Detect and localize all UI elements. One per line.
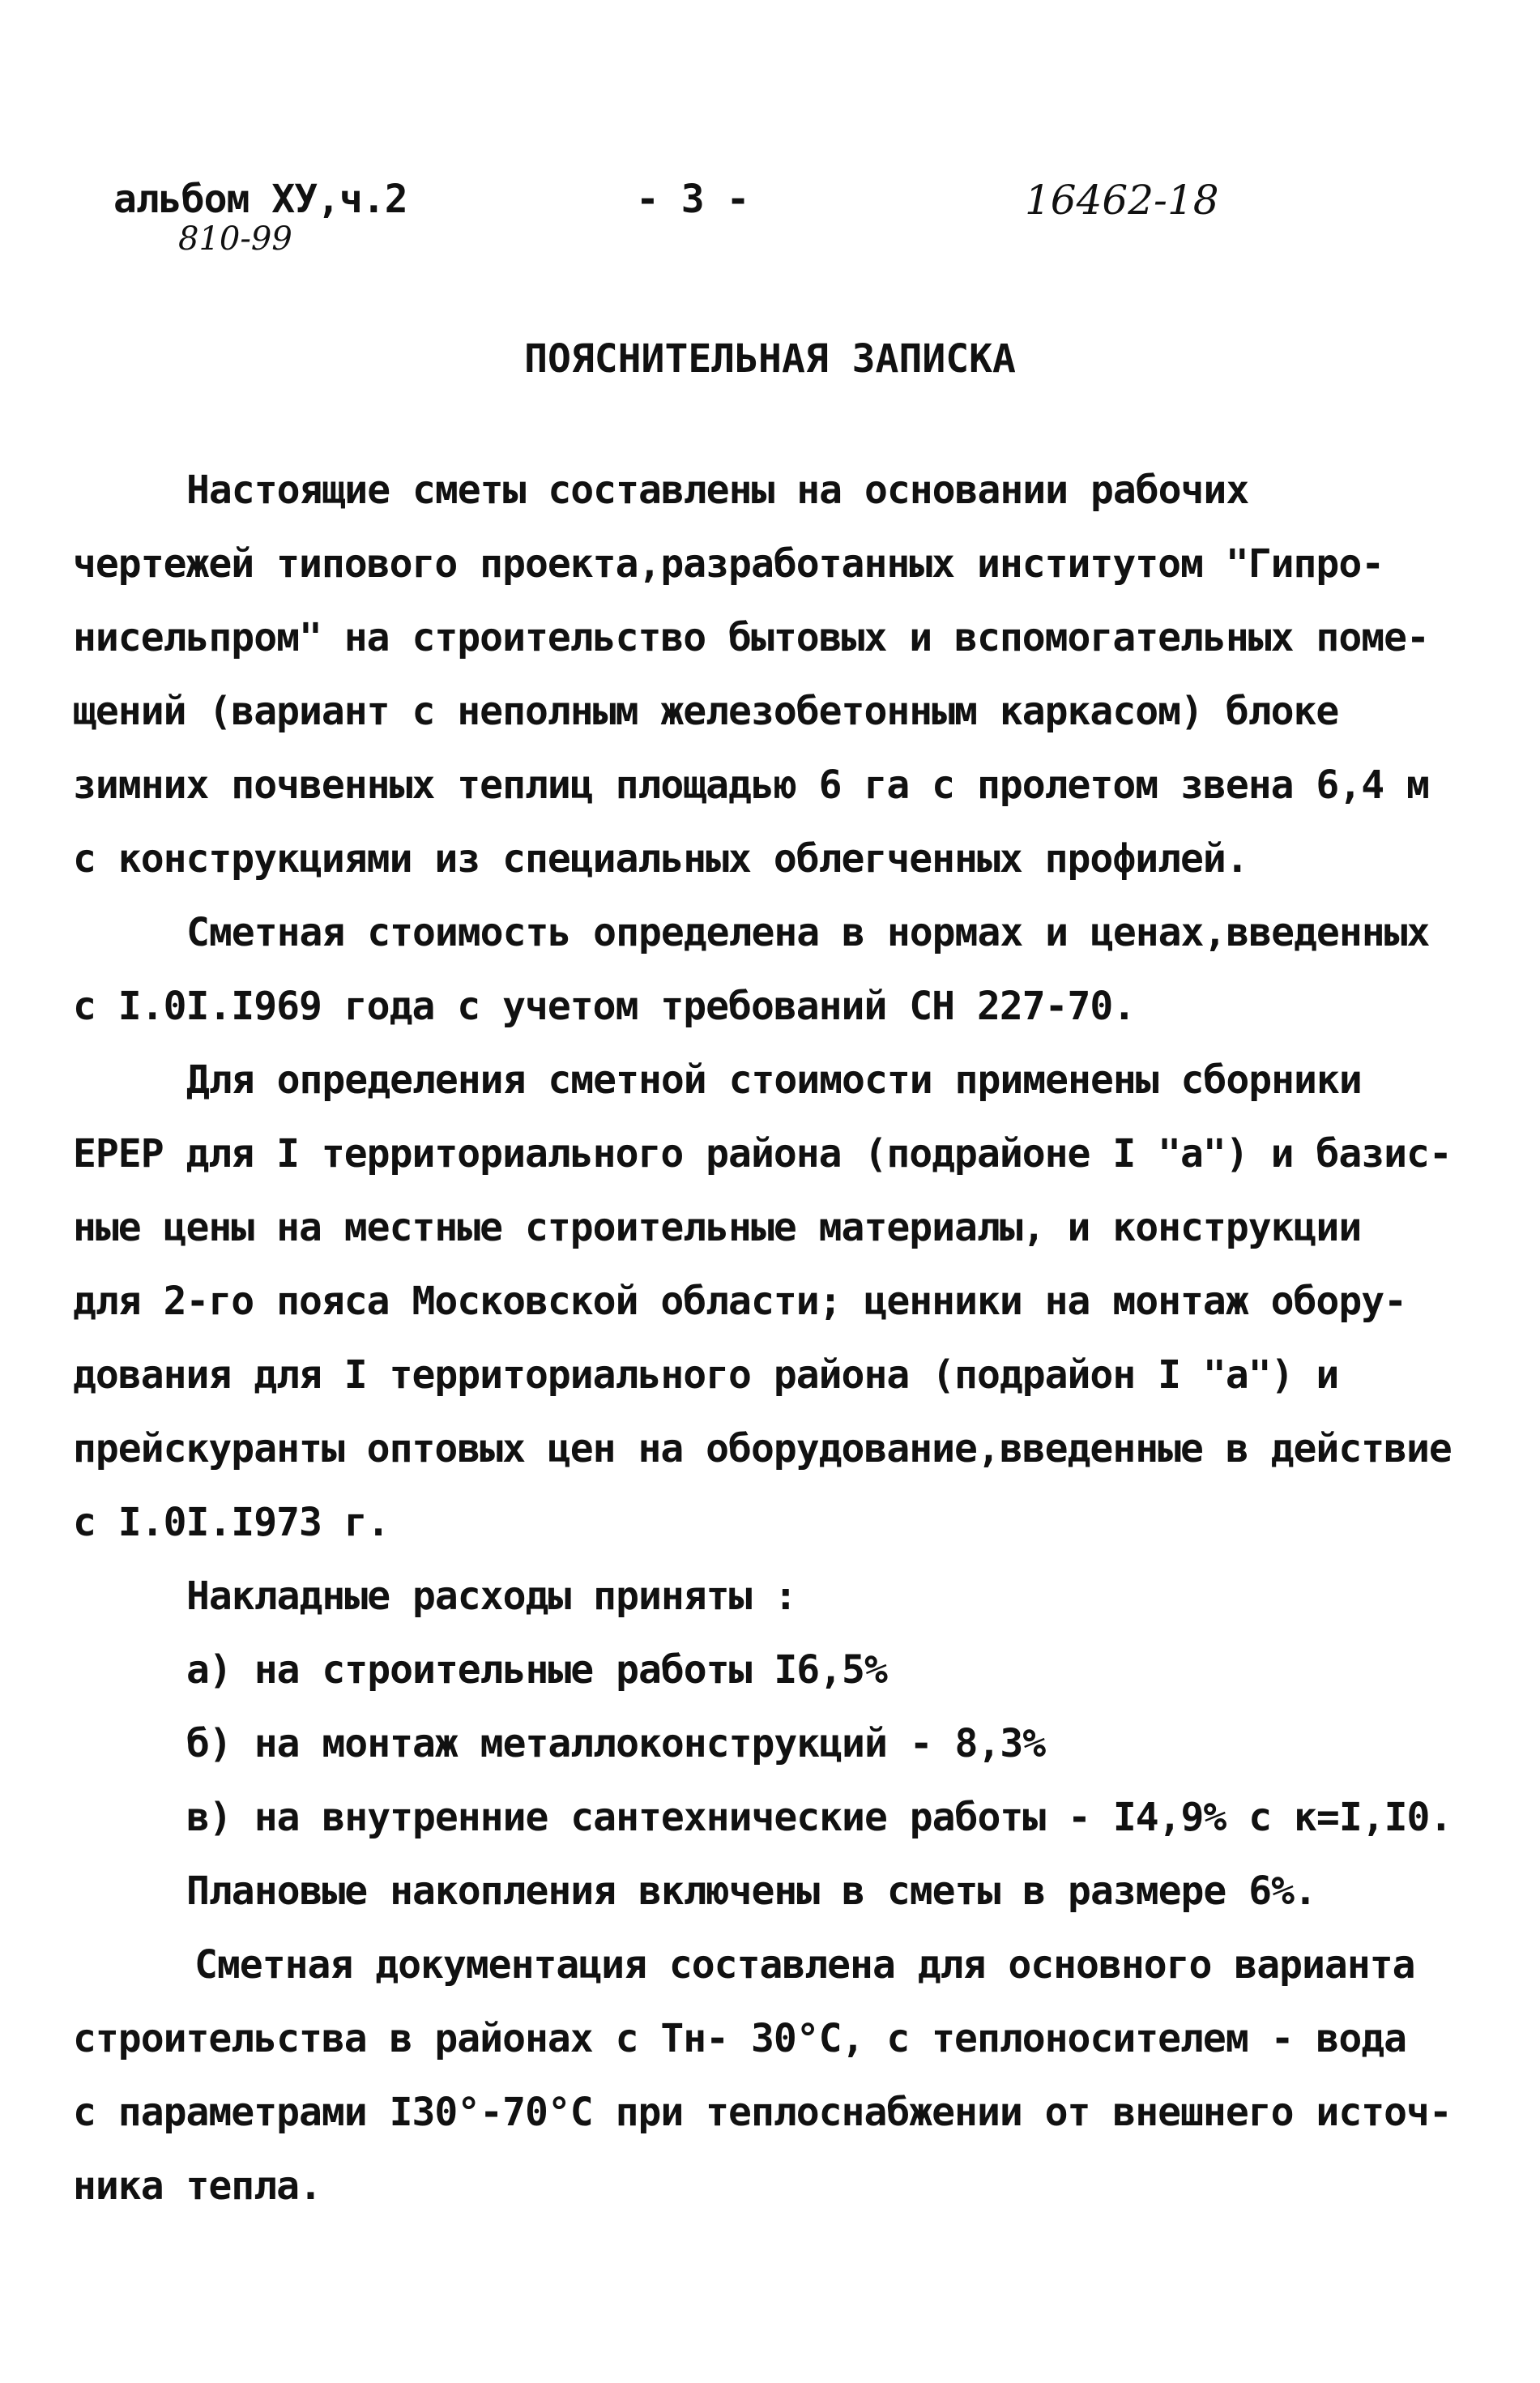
page-number: - 3 - <box>636 177 749 222</box>
text-line: Для определения сметной стоимости применены сборники <box>186 1057 1362 1103</box>
body-text <box>73 454 1507 2223</box>
text-line: щений (вариант с неполным железобетонным каркасом) блоке <box>73 689 1339 734</box>
text-line: с I.0I.I969 года с учетом требований СН 227-70. <box>73 984 1136 1029</box>
text-line: зимних почвенных теплиц площадью 6 га с пролетом звена 6,4 м <box>73 762 1429 808</box>
text-line: Сметная документация составлена для основного варианта <box>194 1942 1415 1988</box>
text-line: чертежей типового проекта,разработанных институтом "Гипро- <box>73 541 1384 587</box>
text-line: прейскуранты оптовых цен на оборудование,введенные в действие <box>73 1426 1452 1471</box>
text-line: нисельпром" на строительство бытовых и вспомогательных поме- <box>73 615 1429 660</box>
text-line: а) на строительные работы I6,5% <box>186 1647 887 1693</box>
text-line: с конструкциями из специальных облегченных профилей. <box>73 836 1248 882</box>
album-label: альбом XУ,ч.2 <box>113 177 407 222</box>
text-line: ные цены на местные строительные материалы, и конструкции <box>73 1205 1362 1250</box>
handwritten-document-number: 16462-18 <box>1025 177 1219 224</box>
document-title: ПОЯСНИТЕЛЬНАЯ ЗАПИСКА <box>524 336 1016 382</box>
text-line: строительства в районах с Тн- 30°С, с теплоносителем - вода <box>73 2016 1407 2061</box>
handwritten-sheet-code: 810-99 <box>178 220 292 258</box>
text-line: Плановые накопления включены в сметы в размере 6%. <box>186 1868 1316 1914</box>
text-line: дования для I территориального района (подрайон I "а") и <box>73 1352 1339 1398</box>
text-line: для 2-го пояса Московской области; ценники на монтаж обору- <box>73 1279 1407 1324</box>
text-line: в) на внутренние сантехнические работы - I4,9% с к=I,I0. <box>186 1795 1453 1840</box>
text-line: б) на монтаж металлоконструкций - 8,3% <box>186 1721 1046 1766</box>
text-line: ника тепла. <box>73 2163 322 2209</box>
text-line: Накладные расходы приняты : <box>186 1574 797 1619</box>
text-line: Сметная стоимость определена в нормах и ценах,введенных <box>186 910 1430 955</box>
text-line: Настоящие сметы составлены на основании рабочих <box>186 468 1249 513</box>
text-line: с I.0I.I973 г. <box>73 1500 390 1545</box>
text-line: ЕРЕР для I территориального района (подрайоне I "а") и базис- <box>73 1131 1452 1177</box>
text-line: с параметрами I30°-70°С при теплоснабжении от внешнего источ- <box>73 2090 1452 2135</box>
